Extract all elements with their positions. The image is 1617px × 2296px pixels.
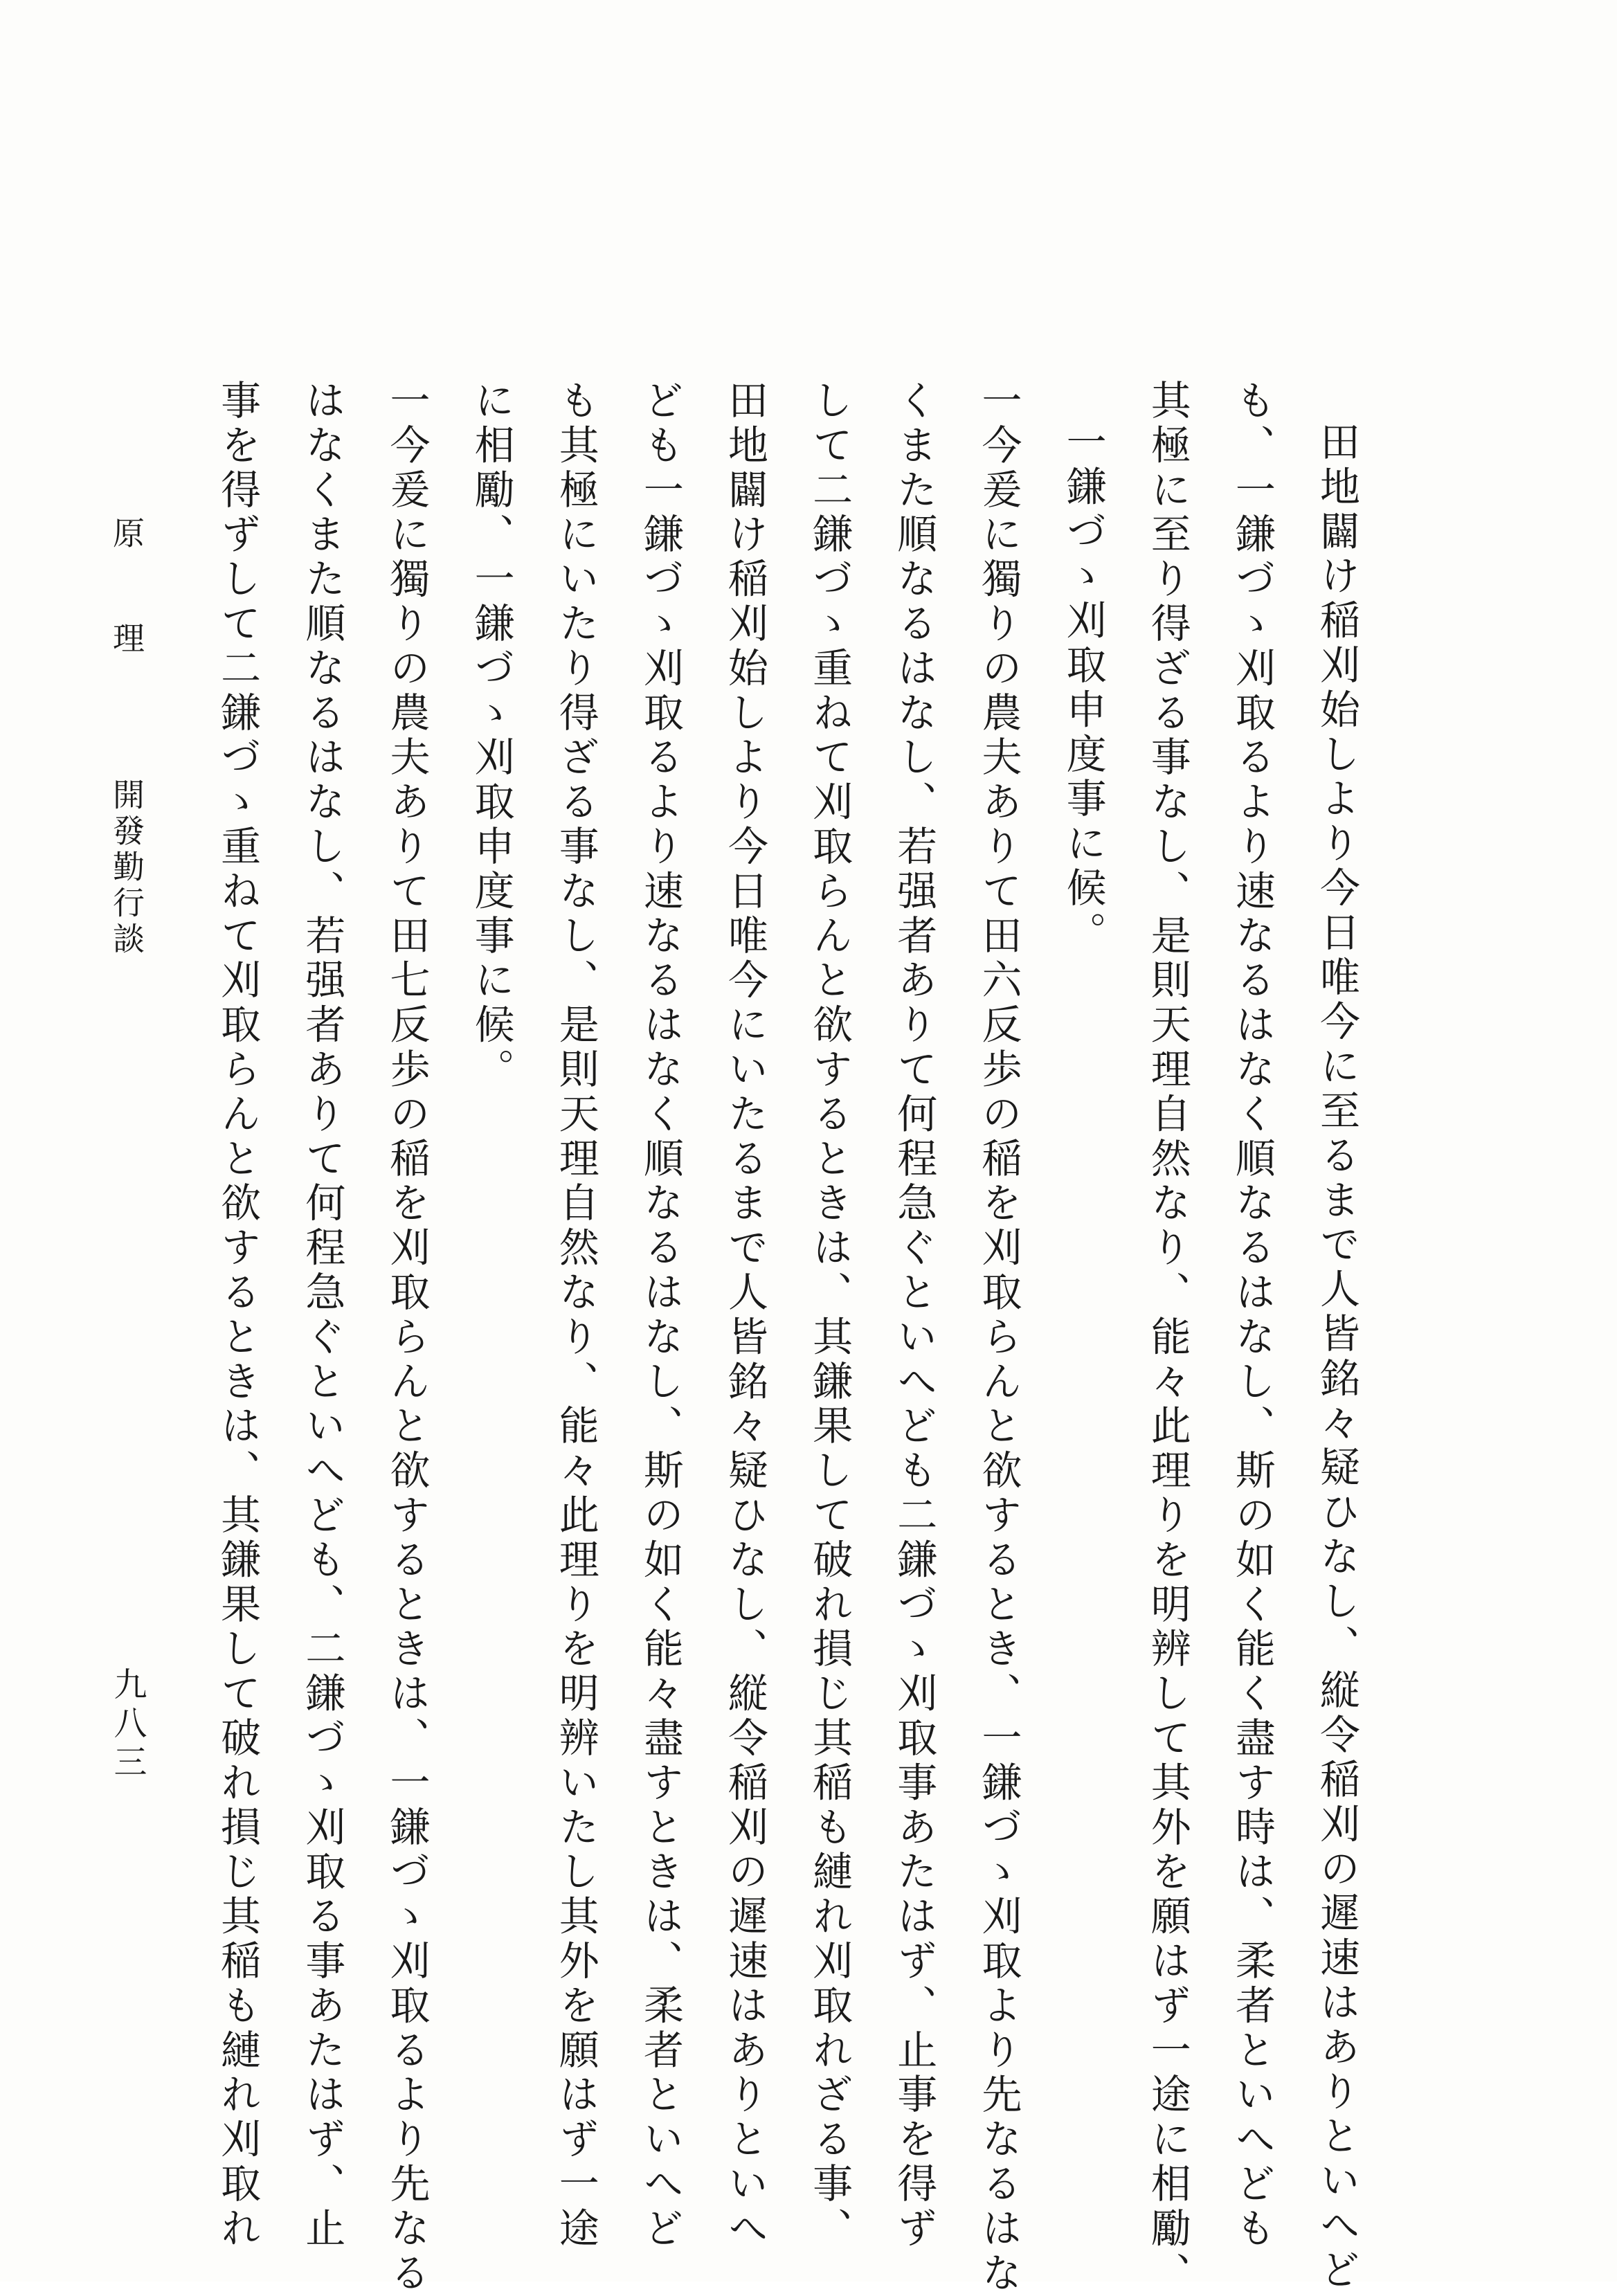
text-column-3: 其極に至り得ざる事なし、是則天理自然なり、能々此理りを明辨して其外を願はず一途に相勵、 — [1144, 379, 1191, 2296]
running-head — [108, 516, 145, 958]
text-column-1: 田地闢け稲刈始しより今日唯今に至るまで人皆銘々疑ひなし、縦令稲刈の遲速はありといへど — [1313, 421, 1360, 2293]
text-column-8: 田地闢け稲刈始しより今日唯今にいたるまで人皆銘々疑ひなし、縦令稲刈の遲速はありといへ — [721, 379, 769, 2252]
text-column-6: くまた順なるはなし、若强者ありて何程急ぐといへども二鎌づゝ刈取事あたはず、止事を得ず — [890, 379, 938, 2252]
page-number: 九八三 — [108, 1667, 147, 1783]
text-column-2: も、一鎌づゝ刈取るより速なるはなく順なるはなし、斯の如く能く盡す時は、柔者といへども — [1228, 379, 1276, 2252]
text-column-14: 事を得ずして二鎌づゝ重ねて刈取らんと欲するときは、其鎌果して破れ損じ其稲も縺れ刈取れ — [214, 379, 262, 2252]
running-head-title: 開發勤行談 — [108, 778, 145, 958]
text-column-11: に相勵、一鎌づゝ刈取申度事に候。 — [467, 379, 515, 1093]
running-head-part: 原 理 — [108, 516, 145, 671]
text-column-13: はなくまた順なるはなし、若强者ありて何程急ぐといへども、二鎌づゝ刈取る事あたはず、止 — [298, 379, 346, 2252]
text-column-12: 一今爰に獨りの農夫ありて田七反歩の稲を刈取らんと欲するときは、一鎌づゝ刈取るより先なる — [383, 379, 431, 2296]
text-column-7: して二鎌づゝ重ねて刈取らんと欲するときは、其鎌果して破れ損じ其稲も縺れ刈取れざる事、 — [806, 379, 853, 2252]
text-column-5: 一今爰に獨りの農夫ありて田六反歩の稲を刈取らんと欲するとき、一鎌づゝ刈取より先なるはな — [975, 379, 1022, 2296]
text-column-4: 一鎌づゝ刈取申度事に候。 — [1059, 421, 1107, 956]
text-column-9: ども一鎌づゝ刈取るより速なるはなく順なるはなし、斯の如く能々盡すときは、柔者といへど — [636, 379, 684, 2252]
vertical-text-body — [173, 379, 1360, 2296]
text-column-10: も其極にいたり得ざる事なし、是則天理自然なり、能々此理りを明辨いたし其外を願はず一途 — [552, 379, 599, 2252]
